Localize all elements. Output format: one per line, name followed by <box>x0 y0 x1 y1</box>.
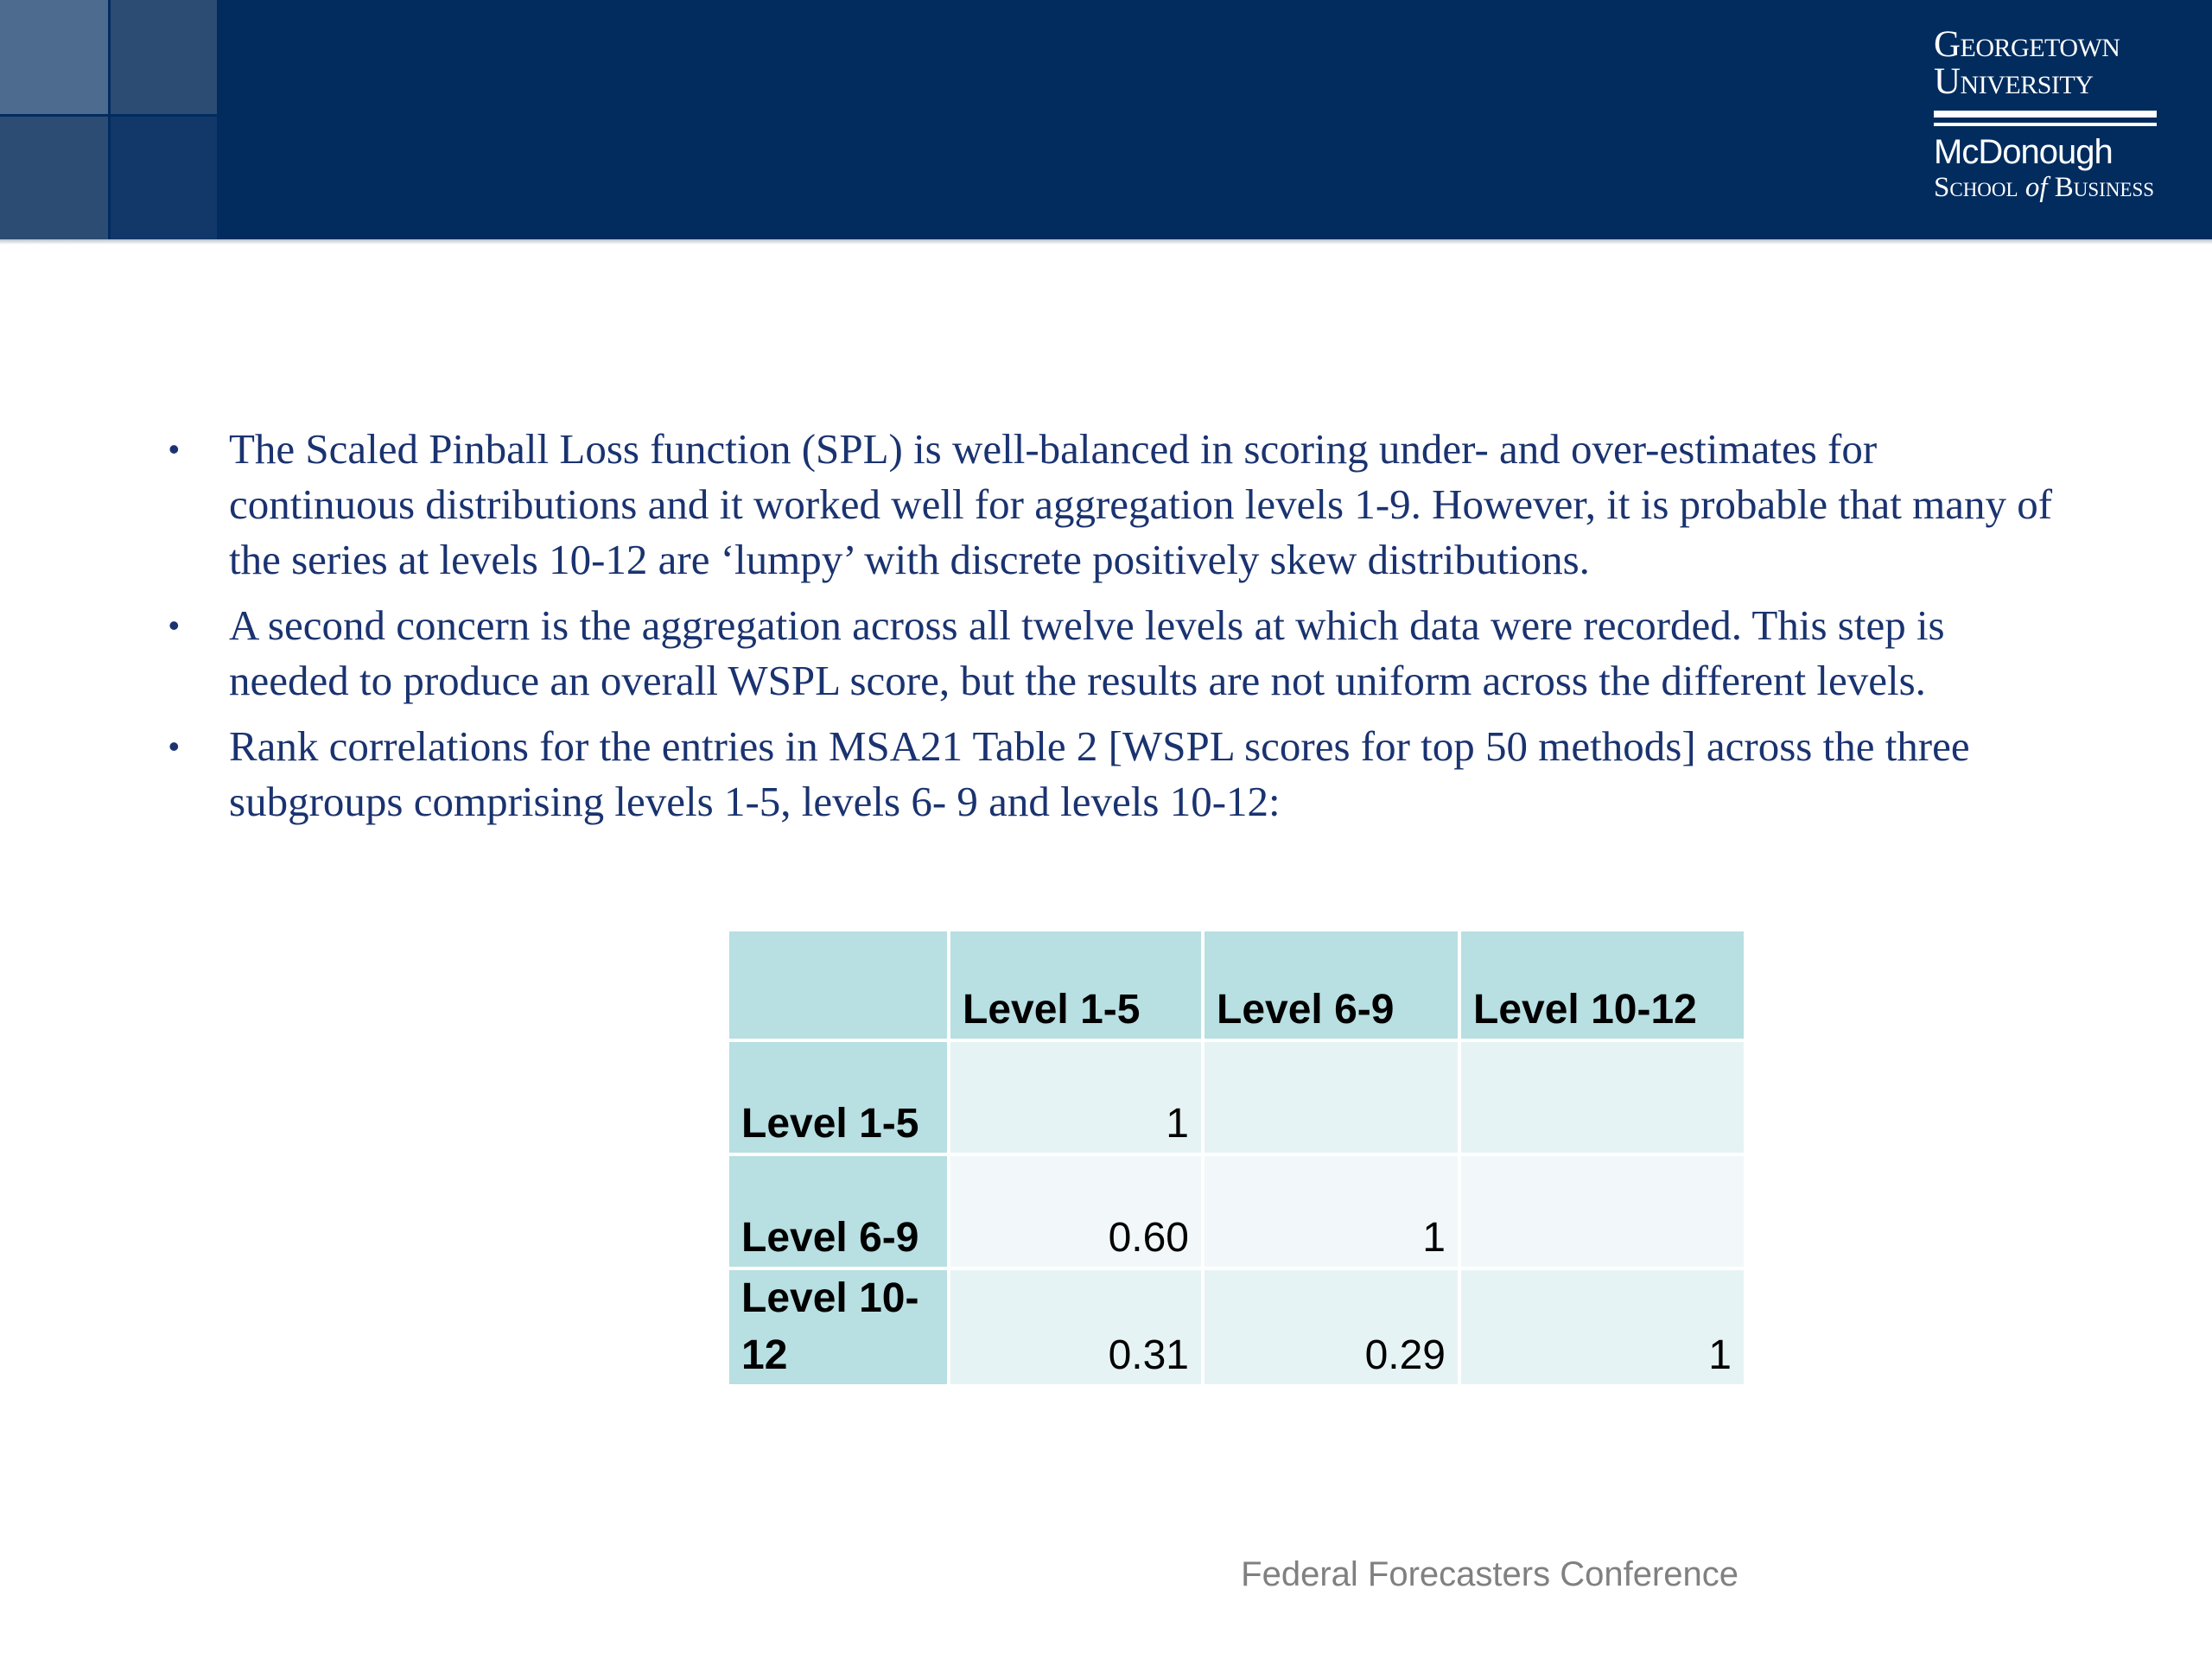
bullet-item <box>168 598 2052 709</box>
row-header: Level 1-5 <box>729 1042 947 1153</box>
table-cell: 1 <box>1461 1270 1744 1384</box>
row-header: Level 6-9 <box>729 1156 947 1267</box>
column-header: Level 10-12 <box>1461 931 1744 1039</box>
decor-square <box>0 0 108 114</box>
decor-square <box>111 117 217 239</box>
bullet-icon: • <box>168 431 180 467</box>
table-cell: 0.29 <box>1205 1270 1458 1384</box>
header-shadow <box>0 239 2212 245</box>
table-cell: 0.60 <box>950 1156 1201 1267</box>
bullet-icon: • <box>168 607 180 643</box>
table-row <box>729 1270 1744 1384</box>
logo-line-university: University <box>1934 61 2094 102</box>
column-header: Level 1-5 <box>950 931 1201 1039</box>
decor-square <box>111 0 217 114</box>
row-header: Level 10-12 <box>729 1270 947 1384</box>
bullet-text: Rank correlations for the entries in MSA21 Table 2 [WSPL scores for top 50 methods] across the three subgroups comprising levels 1-5, levels 6- 9 and levels 10-12: <box>229 722 1970 825</box>
table-cell <box>1461 1156 1744 1267</box>
table-corner-cell <box>729 931 947 1039</box>
table-header-row <box>729 931 1744 1039</box>
column-header: Level 6-9 <box>1205 931 1458 1039</box>
table-cell: 0.31 <box>950 1270 1201 1384</box>
bullet-item <box>168 422 2052 588</box>
bullet-icon: • <box>168 728 180 764</box>
logo-line-mcdonough: McDonough <box>1934 133 2113 171</box>
bullet-item <box>168 719 2052 830</box>
table-row <box>729 1156 1744 1267</box>
table-row <box>729 1042 1744 1153</box>
table-cell: 1 <box>950 1042 1201 1153</box>
georgetown-logo <box>1934 26 2158 212</box>
footer-conference-name: Federal Forecasters Conference <box>1241 1555 1738 1593</box>
rank-correlation-table <box>726 928 1747 1388</box>
bullet-text: The Scaled Pinball Loss function (SPL) is well-balanced in scoring under- and over-estimates for continuous distributions and it worked well for aggregation levels 1-9. However, it is probable that many of the series at levels 10-12 are ‘lumpy’ with discrete positively skew distributions. <box>229 425 2053 583</box>
bullet-text: A second concern is the aggregation across all twelve levels at which data were recorded. This step is needed to produce an overall WSPL score, but the results are not uniform across the different levels. <box>229 601 1945 704</box>
header-banner <box>0 0 2212 239</box>
decor-square <box>0 117 108 239</box>
logo-rule <box>1934 111 2158 126</box>
table-cell: 1 <box>1205 1156 1458 1267</box>
logo-line-georgetown: Georgetown <box>1934 24 2120 65</box>
logo-line-school: School of Business <box>1934 172 2155 203</box>
table-cell <box>1461 1042 1744 1153</box>
table-cell <box>1205 1042 1458 1153</box>
bullet-list <box>168 422 2052 840</box>
